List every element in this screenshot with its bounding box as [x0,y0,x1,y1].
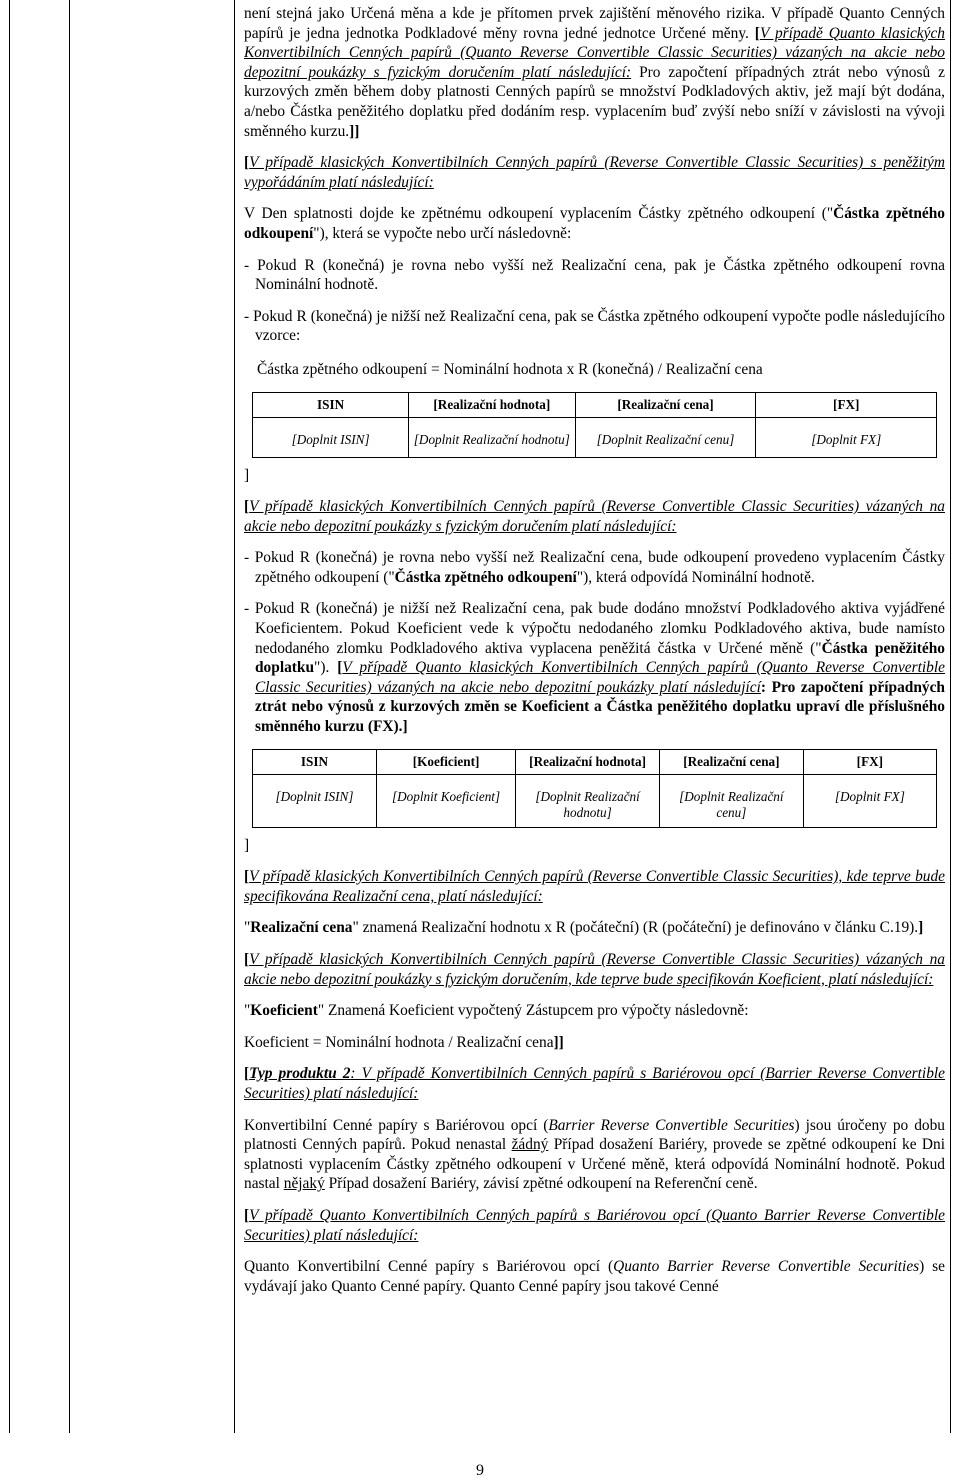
bullet-physical-above: - Pokud R (konečná) je rovna nebo vyšší než Realizační cena, bude odkoupení provedeno vyplacením Částky zpětného odkoupení ("Částka zpětného odkoupení"), která odpovídá Nominální hodnotě. [244,549,945,586]
frame-left-border [9,0,10,1433]
column-divider-1 [69,0,70,1433]
formula-redemption: Částka zpětného odkoupení = Nominální hodnota x R (konečná) / Realizační cena [257,360,763,378]
page-number: 9 [476,1462,484,1479]
paragraph-coefficient-heading: [V případě klasických Konvertibilních Cenných papírů (Reverse Convertible Classic Securities) vázaných na akcie nebo depozitní poukázky s fyzickým doručením, kde teprve bude specifikován Koeficient, platí následující: [244,951,945,988]
table-header: [FX] [756,392,937,417]
paragraph-quanto-intro: není stejná jako Určená měna a kde je přítomen prvek zajištění měnového rizika. V případě Quanto Cenných papírů je jedna jednotka Podkladové měny rovna jedné jednotce Určené měny. [V případě Quanto klasických Konvertibilních Cenných papírů (Quanto Reverse Convertible Classic Securities) vázaných na akcie nebo depozitní poukázky s fyzickým doručením platí následující: Pro započtení případných ztrát nebo výnosů z kurzových změn během doby platnosti Cenných papírů se množství Podkladových aktiv, jež mají být dodána, a/nebo Částka peněžitého doplatku před dodáním resp. vyplacením buď zvýší nebo sníží v závislosti na vývoji směnného kurzu.]] [244,5,945,140]
reference-table-1 [252,392,937,458]
table-cell: [Doplnit Realizační hodnotu] [516,774,660,827]
bullet-r-final-below: - Pokud R (konečná) je nižší než Realizační cena, pak se Částka zpětného odkoupení vypočte podle následujícího vzorce: [244,307,945,345]
bullet-r-final-above: - Pokud R (konečná) je rovna nebo vyšší než Realizační cena, pak je Částka zpětného odkoupení rovna Nominální hodnotě. [244,256,945,294]
table-header: [Realizační hodnota] [409,392,575,417]
table-header: [Realizační cena] [659,749,803,774]
table-cell: [Doplnit ISIN] [253,774,377,827]
paragraph-quanto-barrier-description: Quanto Konvertibilní Cenné papíry s Bariérovou opcí (Quanto Barrier Reverse Convertible Securities) se vydávají jako Quanto Cenné papíry. Quanto Cenné papíry jsou takové Cenné [244,1258,945,1295]
frame-right-border [950,0,951,1433]
table-header: [Koeficient] [376,749,515,774]
table-header: [Realizační cena] [575,392,756,417]
table-cell: [Doplnit Realizační hodnotu] [409,417,575,457]
closing-bracket: ] [244,836,250,854]
table-header: [Realizační hodnota] [516,749,660,774]
bullet-physical-below: - Pokud R (konečná) je nižší než Realizační cena, pak bude dodáno množství Podkladového aktiva vyjádřené Koeficientem. Pokud Koeficient vede k výpočtu nedodaného zlomku Podkladového aktiva, bude namísto nedodaného zlomku Podkladového aktiva vyplacena peněžitá částka v Určené měně ("Částka peněžitého doplatku"). [V případě Quanto klasických Konvertibilních Cenných papírů (Quanto Reverse Convertible Classic Securities) vázaných na akcie nebo depozitní poukázky platí následující: Pro započtení případných ztrát nebo výnosů z kurzových změn se Koeficient a Částka peněžitého doplatku upraví dle příslušného směnného kurzu (FX).] [244,600,945,736]
reference-table-2 [252,749,937,828]
table-cell: [Doplnit Koeficient] [376,774,515,827]
table-cell: [Doplnit Realizační cenu] [659,774,803,827]
paragraph-product-type-2-heading: [Typ produktu 2: V případě Konvertibilních Cenných papírů s Bariérovou opcí (Barrier Reverse Convertible Securities) platí následující: [244,1065,945,1102]
table-cell: [Doplnit FX] [756,417,937,457]
table-cell: [Doplnit Realizační cenu] [575,417,756,457]
table-header: ISIN [253,749,377,774]
paragraph-quanto-barrier-heading: [V případě Quanto Konvertibilních Cenných papírů s Bariérovou opcí (Quanto Barrier Reverse Convertible Securities) platí následující: [244,1206,945,1244]
paragraph-coefficient-definition: "Koeficient" Znamená Koeficient vypočtený Zástupcem pro výpočty následovně: [244,1002,749,1020]
table-cell: [Doplnit ISIN] [253,417,409,457]
paragraph-cash-settlement-heading: [V případě klasických Konvertibilních Cenných papírů (Reverse Convertible Classic Securities) s peněžitým vypořádáním platí následující: [244,154,945,191]
paragraph-strike-definition: "Realizační cena" znamená Realizační hodnotu x R (počáteční) (R (počáteční) je definováno v článku C.19).] [244,919,924,937]
paragraph-physical-delivery-heading: [V případě klasických Konvertibilních Cenných papírů (Reverse Convertible Classic Securities) vázaných na akcie nebo depozitní poukázky s fyzickým doručením platí následující: [244,498,945,535]
paragraph-redemption-amount: V Den splatnosti dojde ke zpětnému odkoupení vyplacením Částky zpětného odkoupení ("Částka zpětného odkoupení"), která se vypočte nebo určí následovně: [244,205,945,242]
paragraph-strike-specified-heading: [V případě klasických Konvertibilních Cenných papírů (Reverse Convertible Classic Securities), kde teprve bude specifikována Realizační cena, platí následující: [244,868,945,905]
column-divider-2 [234,0,235,1433]
formula-coefficient: Koeficient = Nominální hodnota / Realizační cena]] [244,1033,564,1051]
closing-bracket: ] [244,466,250,484]
table-header: [FX] [803,749,936,774]
paragraph-barrier-description: Konvertibilní Cenné papíry s Bariérovou opcí (Barrier Reverse Convertible Securities) jsou úročeny po dobu platnosti Cenných papírů. Pokud nenastal žádný Případ dosažení Bariéry, provede se zpětné odkoupení ke Dni splatnosti vyplacením Částky zpětného odkoupení v Určené měně, která odpovídá Nominální hodnotě. Pokud nastal nějaký Případ dosažení Bariéry, závisí zpětné odkoupení na Referenční ceně. [244,1116,945,1193]
document-content [244,4,945,1296]
table-cell: [Doplnit FX] [803,774,936,827]
table-header: ISIN [253,392,409,417]
